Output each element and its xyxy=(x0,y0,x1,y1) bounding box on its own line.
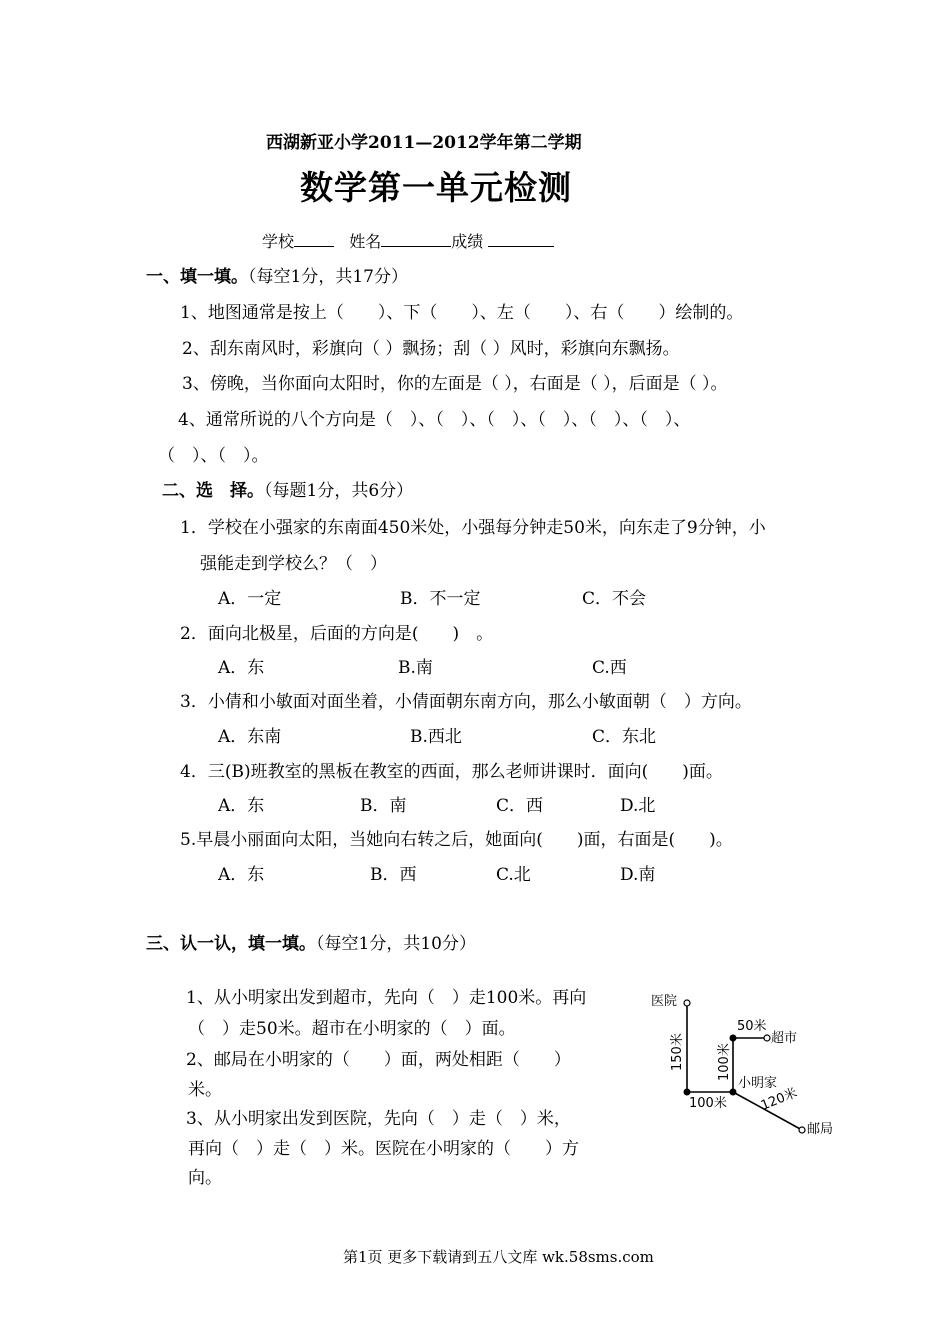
s2-q2: 2．面向北极星，后面的方向是( ) 。 xyxy=(180,624,494,644)
s3-q1-line2: （ ）走50米。超市在小明家的（ ）面。 xyxy=(188,1019,516,1039)
s2-q2-option-b: B.南 xyxy=(398,658,433,678)
section1-note: （每空1分，共17分） xyxy=(248,267,408,287)
s2-q5-option-a: A．东 xyxy=(218,865,265,885)
section3-heading: 三、认一认，填一填。 xyxy=(146,934,316,954)
s2-q3-option-c: C．东北 xyxy=(592,727,657,747)
s2-q5: 5.早晨小丽面向太阳，当她向右转之后，她面向( )面，右面是( )。 xyxy=(180,830,733,850)
school-label: 学校 xyxy=(262,232,295,251)
s1-q4-line2: （ ）、（ ）。 xyxy=(158,446,269,466)
post-office-marker xyxy=(799,1127,805,1133)
student-info xyxy=(262,229,554,252)
section2-heading: 二、选 择。 xyxy=(162,481,264,501)
section3-note: （每空1分，共10分） xyxy=(316,934,476,954)
s3-q2-line1: 2、邮局在小明家的（ ）面，两处相距（ ） xyxy=(186,1050,571,1070)
s2-q1-option-a: A．一定 xyxy=(218,589,282,609)
page-title: 数学第一单元检测 xyxy=(300,168,572,207)
s2-q1-line1: 1．学校在小强家的东南面450米处，小强每分钟走50米，向东走了9分钟，小 xyxy=(180,518,766,538)
s2-q3-option-b: B.西北 xyxy=(410,727,462,747)
label-150m: 150米 xyxy=(670,1033,685,1071)
s2-q1-option-b: B．不一定 xyxy=(400,589,481,609)
label-100m-horizontal: 100米 xyxy=(689,1096,727,1111)
s2-q1-option-c: C．不会 xyxy=(582,589,647,609)
corner-north-marker xyxy=(730,1035,737,1042)
label-supermarket: 超市 xyxy=(771,1031,798,1046)
label-50m: 50米 xyxy=(737,1019,767,1034)
school-blank xyxy=(294,232,334,247)
s2-q2-option-a: A．东 xyxy=(218,658,265,678)
s3-q2-line2: 米。 xyxy=(188,1080,222,1100)
home-marker xyxy=(730,1089,737,1096)
section2-title xyxy=(162,476,413,501)
page-footer: 第1页 更多下载请到五八文库 wk.58sms.com xyxy=(343,1248,654,1266)
s2-q1-line2: 强能走到学校么？（ ） xyxy=(200,554,387,574)
s2-q5-option-c: C.北 xyxy=(496,865,531,885)
s3-q3-line1: 3、从小明家出发到医院，先向（ ）走（ ）米， xyxy=(186,1109,571,1129)
s1-q4-line1: 4、通常所说的八个方向是（ ）、（ ）、（ ）、（ ）、（ ）、（ ）、 xyxy=(178,410,691,430)
s3-q3-line3: 向。 xyxy=(188,1168,222,1188)
s2-q3-option-a: A．东南 xyxy=(218,727,282,747)
school-term: 西湖新亚小学2011—2012学年第二学期 xyxy=(266,133,582,153)
name-blank xyxy=(381,232,451,247)
s2-q5-option-b: B．西 xyxy=(370,865,417,885)
section1-heading: 一、填一填。 xyxy=(146,267,248,287)
s1-q3: 3、傍晚，当你面向太阳时，你的左面是（ ），右面是（ ），后面是（ ）。 xyxy=(182,374,728,394)
section3-title xyxy=(146,929,476,954)
s1-q2: 2、刮东南风时，彩旗向（ ）飘扬；刮（ ）风时，彩旗向东飘扬。 xyxy=(182,339,680,359)
name-label: 姓名 xyxy=(349,232,382,251)
score-blank xyxy=(488,232,554,247)
label-120m: 120米 xyxy=(758,1085,800,1114)
s2-q3: 3．小倩和小敏面对面坐着，小倩面朝东南方向，那么小敏面朝（ ）方向。 xyxy=(180,692,752,712)
s3-q1-line1: 1、从小明家出发到超市，先向（ ）走100米。再向 xyxy=(186,988,587,1008)
route-map-diagram xyxy=(645,985,845,1145)
score-label: 成绩 xyxy=(451,232,484,251)
label-post-office: 邮局 xyxy=(807,1122,834,1137)
label-home: 小明家 xyxy=(738,1076,778,1091)
s2-q2-option-c: C.西 xyxy=(592,658,627,678)
s2-q5-option-d: D.南 xyxy=(620,865,656,885)
s2-q4-option-d: D.北 xyxy=(620,796,656,816)
s2-q4-option-b: B．南 xyxy=(360,796,407,816)
s2-q4-option-c: C．西 xyxy=(496,796,544,816)
corner-west-marker xyxy=(684,1089,691,1096)
section2-note: （每题1分，共6分） xyxy=(264,481,414,501)
hospital-marker xyxy=(684,1000,690,1006)
s1-q1: 1、地图通常是按上（ ）、下（ ）、左（ ）、右（ ）绘制的。 xyxy=(180,303,744,323)
s2-q4-option-a: A．东 xyxy=(218,796,265,816)
s3-q3-line2: 再向（ ）走（ ）米。医院在小明家的（ ）方 xyxy=(188,1139,579,1159)
supermarket-marker xyxy=(764,1035,770,1041)
label-hospital: 医院 xyxy=(651,994,678,1009)
section1-title xyxy=(146,262,408,287)
label-100m-vertical: 100米 xyxy=(717,1043,732,1081)
s2-q4: 4．三(B)班教室的黑板在教室的西面，那么老师讲课时．面向( )面。 xyxy=(180,762,723,782)
